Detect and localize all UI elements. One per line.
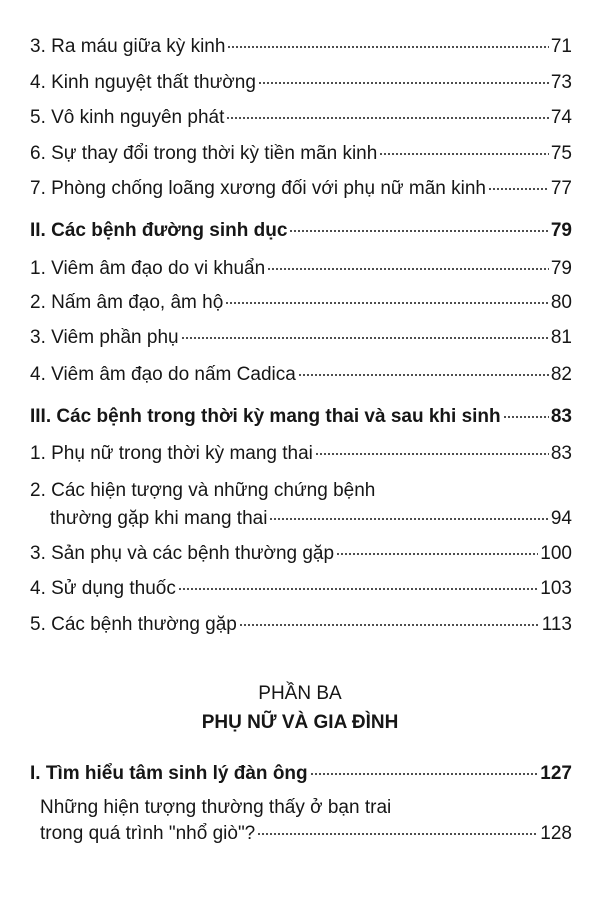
- toc-section-title: II. Các bệnh đường sinh dục: [30, 220, 288, 241]
- toc-entry: [30, 143, 572, 165]
- toc-section-page: 127: [540, 763, 572, 784]
- toc-entry-title: 1. Phụ nữ trong thời kỳ mang thai: [30, 443, 313, 464]
- toc-entry-page: 103: [540, 578, 572, 599]
- toc-entry-page: 77: [550, 178, 572, 199]
- toc-entry-page: 79: [550, 258, 572, 279]
- leader-dots: [239, 623, 540, 627]
- toc-entry-title: 4. Sử dụng thuốc: [30, 578, 176, 599]
- leader-dots: [225, 301, 549, 305]
- leader-dots: [503, 415, 549, 419]
- toc-entry: [30, 443, 572, 465]
- toc-entry-title: 4. Viêm âm đạo do nấm Cadica: [30, 364, 296, 385]
- toc-entry: [30, 72, 572, 94]
- toc-entry-multiline: [30, 797, 572, 845]
- toc-section-page: 79: [550, 220, 572, 241]
- toc-entry: [30, 578, 572, 600]
- toc-entry-page: 75: [550, 143, 572, 164]
- leader-dots: [336, 552, 538, 556]
- toc-section: [30, 220, 572, 242]
- toc-entry-page: 80: [550, 292, 572, 313]
- leader-dots: [269, 517, 548, 521]
- leader-dots: [315, 452, 549, 456]
- toc-entry: [30, 292, 572, 314]
- toc-entry-title: 5. Vô kinh nguyên phát: [30, 107, 225, 128]
- toc-entry-title: 4. Kinh nguyệt thất thường: [30, 72, 256, 93]
- leader-dots: [181, 336, 549, 340]
- leader-dots: [379, 152, 549, 156]
- leader-dots: [267, 267, 549, 271]
- part-label: PHẦN BA: [258, 683, 342, 704]
- toc-entry: [30, 178, 572, 200]
- toc-entry-title: 3. Ra máu giữa kỳ kinh: [30, 36, 226, 57]
- toc-entry: [30, 543, 572, 565]
- toc-entry-title-line2: trong quá trình "nhổ giò"?: [40, 823, 256, 844]
- toc-entry-page: 83: [550, 443, 572, 464]
- leader-dots: [310, 772, 539, 776]
- toc-entry: [30, 258, 572, 280]
- toc-entry-title: 5. Các bệnh thường gặp: [30, 614, 237, 635]
- toc-entry-title: 3. Viêm phần phụ: [30, 327, 179, 348]
- toc-entry-page: 128: [540, 823, 572, 844]
- toc-entry-title-line1: 2. Các hiện tượng và những chứng bệnh: [30, 480, 376, 501]
- toc-entry-page: 100: [540, 543, 572, 564]
- leader-dots: [298, 373, 549, 377]
- toc-entry-page: 81: [550, 327, 572, 348]
- toc-entry-page: 94: [550, 508, 572, 529]
- toc-section-page: 83: [550, 406, 572, 427]
- toc-entry-multiline: [30, 480, 572, 530]
- toc-entry-page: 71: [550, 36, 572, 57]
- toc-entry-title: 1. Viêm âm đạo do vi khuẩn: [30, 258, 266, 279]
- leader-dots: [258, 81, 549, 85]
- toc-entry: [30, 614, 572, 636]
- toc-section-title: III. Các bệnh trong thời kỳ mang thai và sau khi sinh: [30, 406, 501, 427]
- toc-section: [30, 406, 572, 428]
- leader-dots: [488, 187, 549, 191]
- toc-entry: [30, 327, 572, 349]
- toc-entry-title-line1: Những hiện tượng thường thấy ở bạn trai: [40, 797, 392, 818]
- toc-entry-title-line2: thường gặp khi mang thai: [50, 508, 268, 529]
- leader-dots: [227, 45, 548, 49]
- toc-entry-page: 74: [550, 107, 572, 128]
- toc-entry-title: 3. Sản phụ và các bệnh thường gặp: [30, 543, 335, 564]
- toc-entry-page: 113: [541, 614, 572, 635]
- toc-entry-title: 2. Nấm âm đạo, âm hộ: [30, 292, 224, 313]
- part-heading: PHỤ NỮ VÀ GIA ĐÌNH: [201, 712, 399, 733]
- toc-section: [30, 763, 572, 785]
- toc-section-title: I. Tìm hiểu tâm sinh lý đàn ông: [30, 763, 308, 784]
- toc-entry-title: 7. Phòng chống loãng xương đối với phụ nữ mãn kinh: [30, 178, 486, 199]
- toc-entry-title: 6. Sự thay đổi trong thời kỳ tiền mãn kinh: [30, 143, 378, 164]
- toc-entry: [30, 364, 572, 386]
- toc-entry-page: 73: [550, 72, 572, 93]
- leader-dots: [178, 587, 538, 591]
- leader-dots: [257, 832, 538, 836]
- leader-dots: [289, 229, 548, 233]
- toc-entry: [30, 36, 572, 58]
- toc-entry-page: 82: [550, 364, 572, 385]
- toc-entry: [30, 107, 572, 129]
- leader-dots: [226, 116, 548, 120]
